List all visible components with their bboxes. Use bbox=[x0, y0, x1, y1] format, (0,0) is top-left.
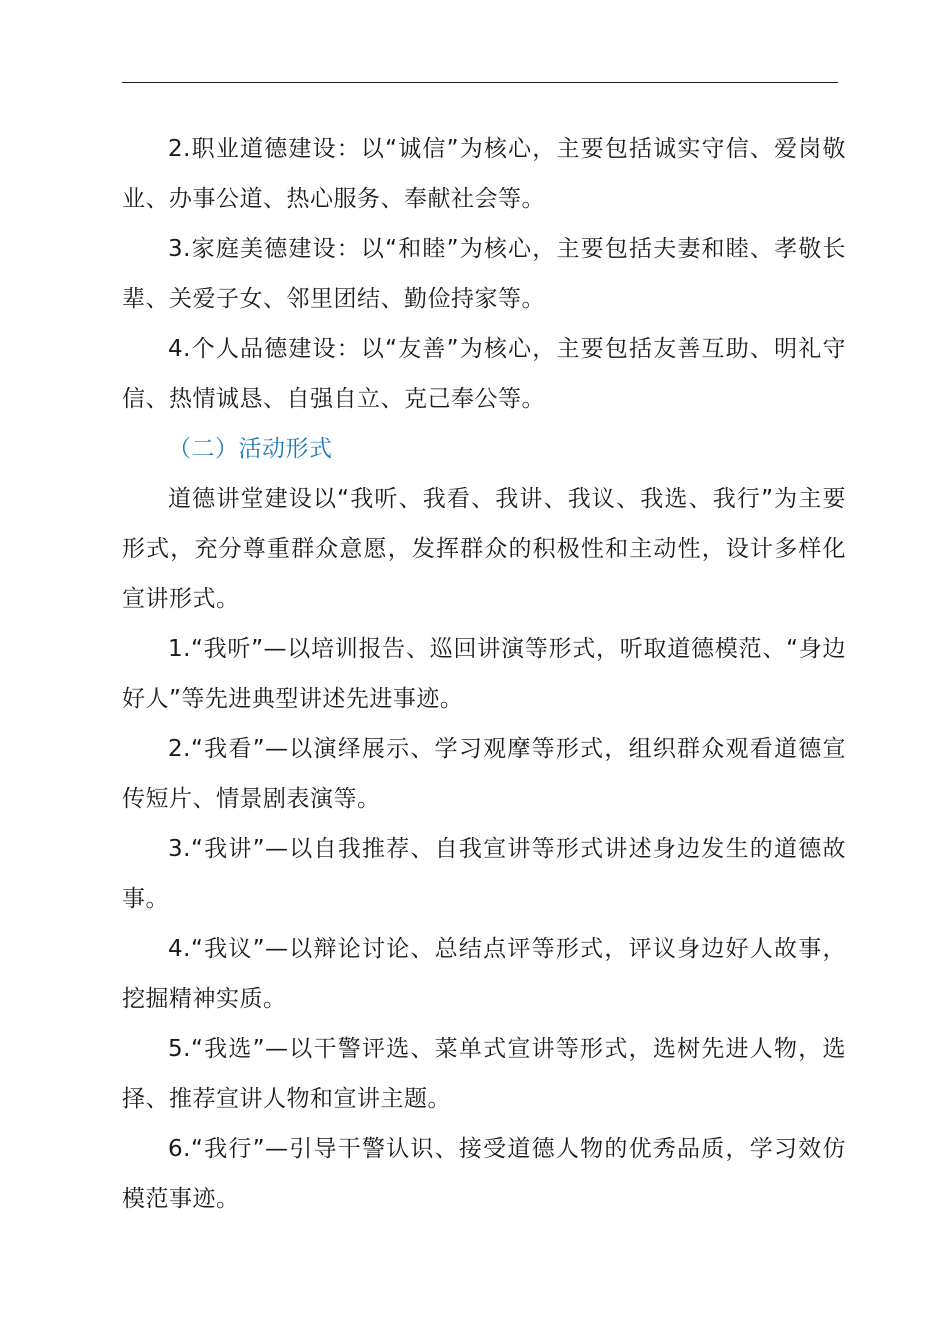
document-body bbox=[122, 124, 846, 1224]
header-rule bbox=[122, 82, 838, 83]
paragraph-intro: 道德讲堂建设以“我听、我看、我讲、我议、我选、我行”为主要形式，充分尊重群众意愿，发挥群众的积极性和主动性，设计多样化宣讲形式。 bbox=[122, 486, 846, 612]
list-item-act: 6.“我行”—引导干警认识、接受道德人物的优秀品质，学习效仿模范事迹。 bbox=[122, 1136, 846, 1212]
list-item-listen: 1.“我听”—以培训报告、巡回讲演等形式，听取道德模范、“身边好人”等先进典型讲述先进事迹。 bbox=[122, 636, 846, 712]
paragraph-family-virtue: 3.家庭美德建设：以“和睦”为核心，主要包括夫妻和睦、孝敬长辈、关爱子女、邻里团结、勤俭持家等。 bbox=[122, 236, 846, 312]
section-heading: （二）活动形式 bbox=[168, 436, 333, 462]
paragraph-personal-character: 4.个人品德建设：以“友善”为核心，主要包括友善互助、明礼守信、热情诚恳、自强自立、克己奉公等。 bbox=[122, 336, 846, 412]
list-item-speak: 3.“我讲”—以自我推荐、自我宣讲等形式讲述身边发生的道德故事。 bbox=[122, 836, 846, 912]
paragraph-professional-ethics: 2.职业道德建设：以“诚信”为核心，主要包括诚实守信、爱岗敬业、办事公道、热心服务、奉献社会等。 bbox=[122, 136, 846, 212]
list-item-discuss: 4.“我议”—以辩论讨论、总结点评等形式，评议身边好人故事，挖掘精神实质。 bbox=[122, 936, 846, 1012]
list-item-watch: 2.“我看”—以演绎展示、学习观摩等形式，组织群众观看道德宣传短片、情景剧表演等。 bbox=[122, 736, 846, 812]
list-item-select: 5.“我选”—以干警评选、菜单式宣讲等形式，选树先进人物，选择、推荐宣讲人物和宣讲主题。 bbox=[122, 1036, 846, 1112]
